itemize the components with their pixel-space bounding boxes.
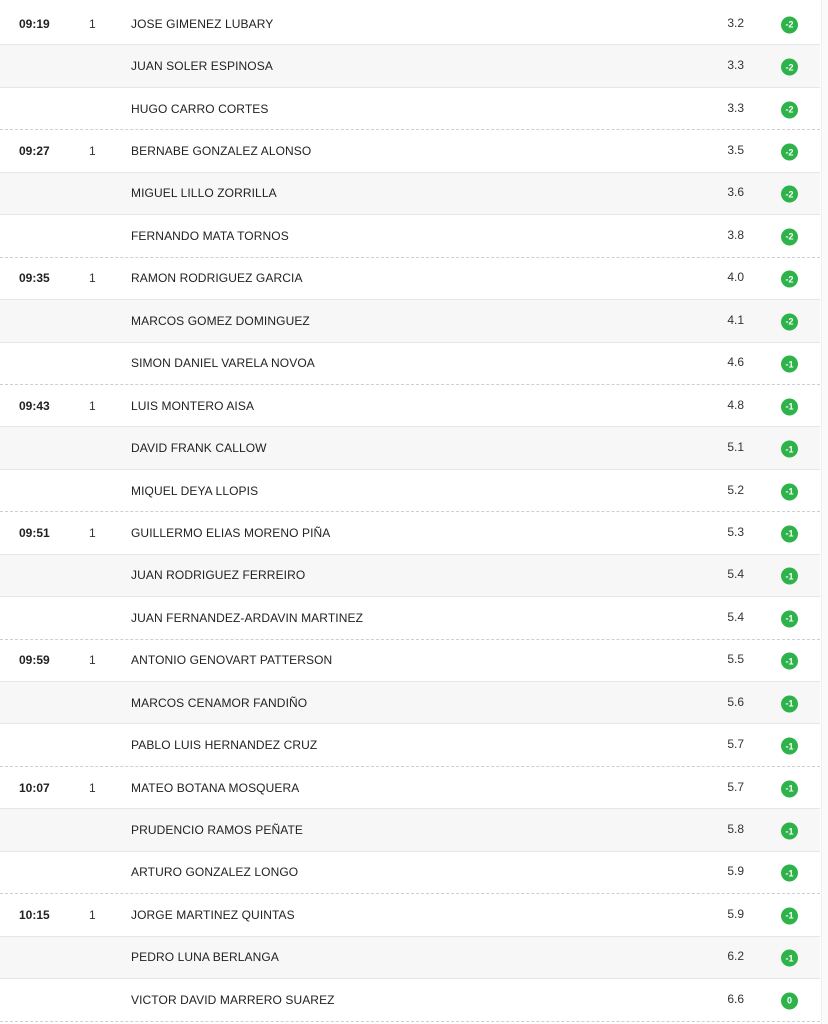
- player-name[interactable]: BERNABE GONZALEZ ALONSO: [131, 144, 312, 159]
- handicap-value: 5.7: [727, 779, 744, 794]
- player-name[interactable]: MARCOS CENAMOR FANDIÑO: [131, 695, 308, 710]
- handicap-value: 5.4: [727, 609, 744, 624]
- handicap-value: 4.6: [727, 355, 744, 370]
- handicap-value: 5.1: [727, 439, 744, 454]
- tee-time: 09:19: [19, 16, 50, 31]
- strokes-badge: -1: [781, 738, 798, 755]
- table-row[interactable]: [0, 300, 820, 342]
- strokes-badge: -1: [781, 356, 798, 373]
- tee-time: 09:43: [19, 398, 50, 413]
- player-name[interactable]: JUAN SOLER ESPINOSA: [131, 59, 273, 74]
- player-name[interactable]: VICTOR DAVID MARRERO SUAREZ: [131, 992, 335, 1007]
- tee-time: 09:59: [19, 653, 50, 668]
- player-name[interactable]: RAMON RODRIGUEZ GARCIA: [131, 271, 303, 286]
- player-name[interactable]: DAVID FRANK CALLOW: [131, 441, 267, 456]
- start-hole: 1: [89, 907, 96, 922]
- strokes-badge: -2: [781, 16, 798, 33]
- table-row[interactable]: [0, 979, 820, 1021]
- handicap-value: 4.8: [727, 397, 744, 412]
- handicap-value: 3.3: [727, 58, 744, 73]
- strokes-badge: -2: [781, 186, 798, 203]
- player-name[interactable]: HUGO CARRO CORTES: [131, 101, 269, 116]
- strokes-badge: -1: [781, 610, 798, 627]
- start-hole: 1: [89, 398, 96, 413]
- player-name[interactable]: MATEO BOTANA MOSQUERA: [131, 780, 300, 795]
- tee-times-table: [0, 3, 820, 1022]
- table-row[interactable]: [0, 555, 820, 597]
- strokes-badge: -2: [781, 271, 798, 288]
- tee-time: 09:35: [19, 271, 50, 286]
- player-name[interactable]: FERNANDO MATA TORNOS: [131, 228, 289, 243]
- handicap-value: 3.5: [727, 142, 744, 157]
- player-name[interactable]: PABLO LUIS HERNANDEZ CRUZ: [131, 738, 318, 753]
- player-name[interactable]: JORGE MARTINEZ QUINTAS: [131, 907, 295, 922]
- table-row[interactable]: [0, 640, 820, 682]
- strokes-badge: -2: [781, 313, 798, 330]
- table-row[interactable]: [0, 852, 820, 894]
- handicap-value: 5.6: [727, 694, 744, 709]
- strokes-badge: -2: [781, 101, 798, 118]
- table-row[interactable]: [0, 130, 820, 172]
- table-row[interactable]: [0, 894, 820, 936]
- handicap-value: 3.3: [727, 100, 744, 115]
- tee-time: 09:51: [19, 525, 50, 540]
- table-row[interactable]: [0, 470, 820, 512]
- handicap-value: 3.2: [727, 15, 744, 30]
- tee-time: 10:07: [19, 780, 50, 795]
- tee-time: 10:15: [19, 907, 50, 922]
- table-row[interactable]: [0, 258, 820, 300]
- handicap-value: 6.6: [727, 991, 744, 1006]
- table-row[interactable]: [0, 427, 820, 469]
- player-name[interactable]: ARTURO GONZALEZ LONGO: [131, 865, 299, 880]
- handicap-value: 4.1: [727, 312, 744, 327]
- strokes-badge: -1: [781, 441, 798, 458]
- strokes-badge: -1: [781, 653, 798, 670]
- strokes-badge: -1: [781, 950, 798, 967]
- player-name[interactable]: JUAN RODRIGUEZ FERREIRO: [131, 568, 306, 583]
- handicap-value: 4.0: [727, 270, 744, 285]
- strokes-badge: -1: [781, 483, 798, 500]
- handicap-value: 5.5: [727, 652, 744, 667]
- handicap-value: 5.9: [727, 906, 744, 921]
- table-row[interactable]: [0, 512, 820, 554]
- strokes-badge: -1: [781, 525, 798, 542]
- player-name[interactable]: JUAN FERNANDEZ-ARDAVIN MARTINEZ: [131, 610, 364, 625]
- table-row[interactable]: [0, 45, 820, 87]
- handicap-value: 5.2: [727, 482, 744, 497]
- player-name[interactable]: LUIS MONTERO AISA: [131, 398, 255, 413]
- table-row[interactable]: [0, 809, 820, 851]
- start-hole: 1: [89, 16, 96, 31]
- player-name[interactable]: SIMON DANIEL VARELA NOVOA: [131, 356, 315, 371]
- table-row[interactable]: [0, 88, 820, 130]
- table-row[interactable]: [0, 385, 820, 427]
- table-row[interactable]: [0, 937, 820, 979]
- strokes-badge: -2: [781, 228, 798, 245]
- strokes-badge: -2: [781, 59, 798, 76]
- start-hole: 1: [89, 144, 96, 159]
- start-hole: 1: [89, 271, 96, 286]
- table-row[interactable]: [0, 597, 820, 639]
- table-row[interactable]: [0, 3, 820, 45]
- handicap-value: 5.9: [727, 864, 744, 879]
- table-row[interactable]: [0, 767, 820, 809]
- player-name[interactable]: PEDRO LUNA BERLANGA: [131, 950, 279, 965]
- table-row[interactable]: [0, 682, 820, 724]
- handicap-value: 3.6: [727, 185, 744, 200]
- start-hole: 1: [89, 525, 96, 540]
- strokes-badge: -1: [781, 695, 798, 712]
- player-name[interactable]: MIGUEL LILLO ZORRILLA: [131, 186, 277, 201]
- strokes-badge: -2: [781, 144, 798, 161]
- player-name[interactable]: JOSE GIMENEZ LUBARY: [131, 16, 274, 31]
- handicap-value: 5.8: [727, 821, 744, 836]
- strokes-badge: 0: [781, 992, 798, 1009]
- handicap-value: 3.8: [727, 227, 744, 242]
- player-name[interactable]: MIQUEL DEYA LLOPIS: [131, 483, 259, 498]
- player-name[interactable]: GUILLERMO ELIAS MORENO PIÑA: [131, 525, 331, 540]
- handicap-value: 5.3: [727, 524, 744, 539]
- player-name[interactable]: ANTONIO GENOVART PATTERSON: [131, 653, 333, 668]
- player-name[interactable]: MARCOS GOMEZ DOMINGUEZ: [131, 313, 310, 328]
- start-hole: 1: [89, 780, 96, 795]
- table-row[interactable]: [0, 215, 820, 257]
- strokes-badge: -1: [781, 823, 798, 840]
- strokes-badge: -1: [781, 780, 798, 797]
- player-name[interactable]: PRUDENCIO RAMOS PEÑATE: [131, 823, 303, 838]
- handicap-value: 6.2: [727, 949, 744, 964]
- strokes-badge: -1: [781, 865, 798, 882]
- handicap-value: 5.7: [727, 737, 744, 752]
- strokes-badge: -1: [781, 568, 798, 585]
- strokes-badge: -1: [781, 907, 798, 924]
- start-hole: 1: [89, 653, 96, 668]
- scrollbar[interactable]: [821, 0, 828, 1024]
- tee-time: 09:27: [19, 144, 50, 159]
- handicap-value: 5.4: [727, 567, 744, 582]
- table-row[interactable]: [0, 724, 820, 766]
- table-row[interactable]: [0, 173, 820, 215]
- table-row[interactable]: [0, 343, 820, 385]
- strokes-badge: -1: [781, 398, 798, 415]
